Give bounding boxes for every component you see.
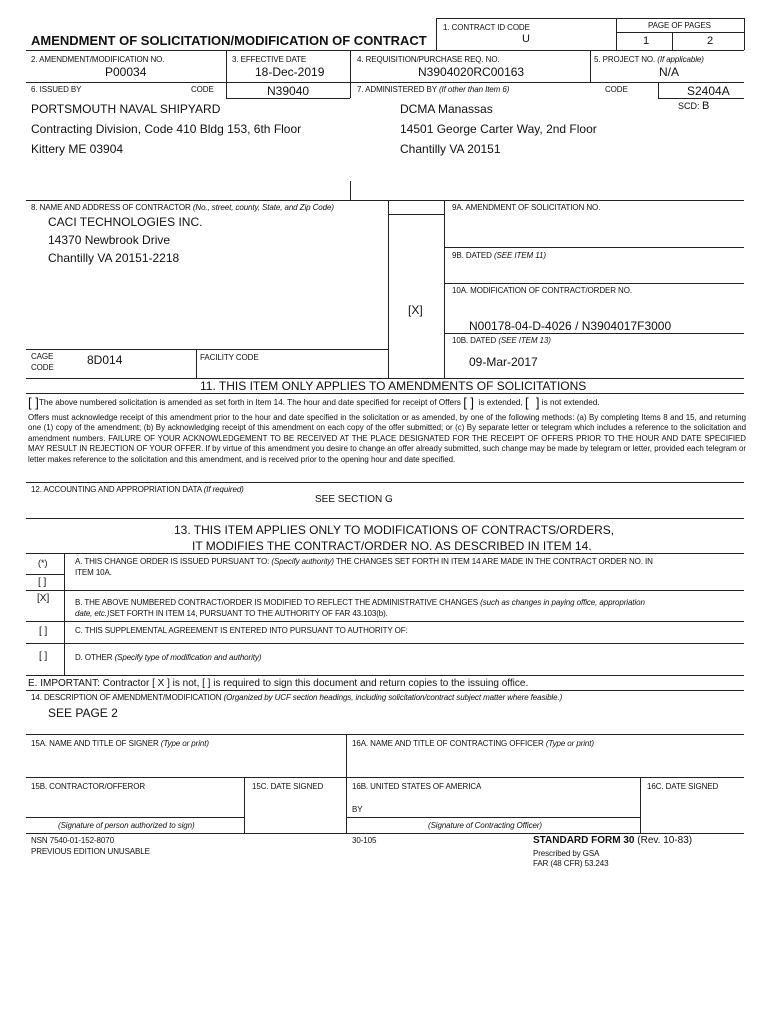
effective-date-label: 3. EFFECTIVE DATE: [232, 55, 307, 64]
modification-contract-value: N00178-04-D-4026 / N3904017F3000: [469, 319, 672, 333]
contractor-street: 14370 Newbrook Drive: [48, 233, 171, 247]
modification-contract-label: 10A. MODIFICATION OF CONTRACT/ORDER NO.: [452, 286, 632, 295]
page-number: 1: [643, 35, 650, 47]
rule: [26, 643, 744, 644]
amendment-no-label: 2. AMENDMENT/MODIFICATION NO.: [31, 55, 165, 64]
item13-heading-line2: IT MODIFIES THE CONTRACT/ORDER NO. AS DESCRIBED IN ITEM 14.: [192, 539, 592, 553]
officer-signature-caption: (Signature of Contracting Officer): [428, 821, 542, 830]
rule: [444, 200, 445, 378]
project-no-label: 5. PROJECT NO. (If applicable): [594, 55, 704, 64]
contract-id-label: 1. CONTRACT ID CODE: [443, 23, 530, 32]
nsn: NSN 7540-01-152-8070: [31, 836, 114, 845]
accounting-value: SEE SECTION G: [315, 494, 393, 505]
amendment-no-value: P00034: [105, 65, 147, 79]
item11-line1: [ ]The above numbered solicitation is amended as set forth in Item 14. The hour and date specified for receipt of Offers [ ] is extended, [ ] is not extended.: [28, 395, 600, 410]
issuer-city: Kittery ME 03904: [31, 142, 124, 156]
offers-extended-checkbox[interactable]: [ ]: [463, 395, 475, 410]
issued-code-label: CODE: [191, 85, 214, 94]
dated-9b-label: 9B. DATED (SEE ITEM 11): [452, 251, 546, 260]
rule: [26, 675, 744, 676]
rule: [672, 32, 673, 50]
contractor-offeror-label: 15B. CONTRACTOR/OFFEROR: [31, 782, 146, 791]
rule: [26, 200, 744, 201]
requisition-label: 4. REQUISITION/PURCHASE REQ. NO.: [357, 55, 500, 64]
page-of-pages-label: PAGE OF PAGES: [648, 21, 711, 30]
change-order-text-line2: ITEM 10A.: [75, 568, 112, 577]
rule: [26, 50, 744, 51]
contractor-signature-caption: (Signature of person authorized to sign): [58, 821, 195, 830]
rule: [346, 734, 347, 834]
requisition-value: N3904020RC00163: [418, 65, 525, 79]
far-reference: FAR (48 CFR) 53.243: [533, 859, 609, 868]
rule: [444, 283, 744, 284]
change-order-text: A. THIS CHANGE ORDER IS ISSUED PURSUANT TO: (Specify authority) THE CHANGES SET FORTH IN ITEM 14 ARE MADE IN THE CONTRACT ORDER NO. IN: [75, 557, 653, 566]
standard-form-label: STANDARD FORM 30 (Rev. 10-83): [533, 835, 693, 846]
contractor-date-label: 15C. DATE SIGNED: [252, 782, 324, 791]
contract-id-value: U: [522, 33, 530, 45]
officer-signature-line[interactable]: [346, 817, 640, 818]
rule: [26, 482, 744, 483]
admin-address: 14501 George Carter Way, 2nd Floor: [400, 122, 597, 136]
rule: [26, 553, 744, 554]
rule: [26, 393, 744, 394]
admin-changes-checkbox[interactable]: [X]: [37, 593, 50, 604]
offers-not-extended-checkbox[interactable]: [ ]: [525, 395, 540, 410]
contractor-signature-line[interactable]: [26, 817, 244, 818]
admin-code-value: S2404A: [687, 84, 730, 98]
rule: [658, 98, 744, 99]
cage-label: CAGE: [31, 352, 54, 361]
other-modification-checkbox[interactable]: [ ]: [39, 651, 48, 662]
rule: [26, 82, 744, 83]
by-label: BY: [352, 805, 363, 814]
rule: [350, 50, 351, 98]
rule: [388, 214, 444, 215]
rule: [244, 777, 245, 834]
description-value: SEE PAGE 2: [48, 706, 118, 720]
rule: [226, 82, 227, 98]
item10-checkbox[interactable]: [X]: [408, 303, 423, 317]
rule: [26, 621, 744, 622]
item13-column-header: (*): [38, 558, 48, 568]
rule: [26, 833, 744, 834]
rule: [388, 200, 389, 378]
project-no-value: N/A: [659, 65, 680, 79]
dated-10b-value: 09-Mar-2017: [469, 355, 538, 369]
amendment-solicitation-label: 9A. AMENDMENT OF SOLICITATION NO.: [452, 203, 601, 212]
rule: [64, 553, 65, 675]
prescribed-by: Prescribed by GSA: [533, 849, 600, 858]
supplemental-agreement-text: C. THIS SUPPLEMENTAL AGREEMENT IS ENTERED INTO PURSUANT TO AUTHORITY OF:: [75, 626, 408, 635]
admin-name: DCMA Manassas: [400, 102, 493, 116]
other-modification-text: D. OTHER (Specify type of modification and authority): [75, 653, 262, 662]
effective-date-value: 18-Dec-2019: [255, 65, 325, 79]
contractor-name: CACI TECHNOLOGIES INC.: [48, 215, 203, 229]
rule: [26, 590, 744, 591]
accounting-label: 12. ACCOUNTING AND APPROPRIATION DATA (If required): [31, 485, 244, 494]
cage-label-line2: CODE: [31, 363, 54, 372]
officer-date-label: 16C. DATE SIGNED: [647, 782, 719, 791]
rule: [26, 734, 744, 735]
rule: [436, 18, 744, 19]
rule: [444, 333, 744, 334]
form-title: AMENDMENT OF SOLICITATION/MODIFICATION OF CONTRACT: [31, 33, 427, 48]
admin-code-label: CODE: [605, 85, 628, 94]
description-label: 14. DESCRIPTION OF AMENDMENT/MODIFICATION (Organized by UCF section headings, including solicitation/contract subject matter where feasible.): [31, 693, 563, 702]
previous-edition: PREVIOUS EDITION UNUSABLE: [31, 847, 150, 856]
rule: [26, 777, 744, 778]
admin-changes-text-line2: date, etc.)SET FORTH IN ITEM 14, PURSUANT TO THE AUTHORITY OF FAR 43.103(b).: [75, 609, 388, 618]
rule: [26, 574, 64, 575]
contractor-label: 8. NAME AND ADDRESS OF CONTRACTOR (No., street, county, State, and Zip Code): [31, 203, 334, 212]
cage-code-value: 8D014: [87, 353, 123, 367]
officer-name-label: 16A. NAME AND TITLE OF CONTRACTING OFFICER (Type or print): [352, 739, 594, 748]
rule: [744, 18, 745, 50]
rule: [26, 518, 744, 519]
rule: [226, 50, 227, 82]
issued-by-label: 6. ISSUED BY: [31, 85, 82, 94]
item13-heading: 13. THIS ITEM APPLIES ONLY TO MODIFICATIONS OF CONTRACTS/ORDERS,: [174, 523, 615, 537]
rule: [444, 247, 744, 248]
rule: [436, 18, 437, 50]
issuer-name: PORTSMOUTH NAVAL SHIPYARD: [31, 102, 221, 116]
usa-label: 16B. UNITED STATES OF AMERICA: [352, 782, 482, 791]
rule: [658, 82, 659, 98]
page-count: 2: [707, 35, 714, 47]
rule: [616, 18, 617, 50]
change-order-checkbox[interactable]: [ ]: [38, 577, 47, 588]
admin-changes-text: B. THE ABOVE NUMBERED CONTRACT/ORDER IS MODIFIED TO REFLECT THE ADMINISTRATIVE CHANGES (such as changes in paying office, appropriation: [75, 598, 645, 607]
rule: [616, 32, 744, 33]
item11-heading: 11. THIS ITEM ONLY APPLIES TO AMENDMENTS OF SOLICITATIONS: [200, 379, 587, 393]
issued-code-value: N39040: [267, 84, 310, 98]
rule: [226, 98, 350, 99]
scd: SCD: B: [678, 100, 710, 112]
dated-10b-label: 10B. DATED (SEE ITEM 13): [452, 336, 551, 345]
rule: [590, 50, 591, 82]
important-signature-notice: E. IMPORTANT: Contractor [ X ] is not, [ ] is required to sign this document and return copies to the issuing office.: [28, 678, 529, 689]
facility-code-label: FACILITY CODE: [200, 353, 259, 362]
contractor-city: Chantilly VA 20151-2218: [48, 251, 180, 265]
rule: [26, 690, 744, 691]
extended-checkbox-open[interactable]: [ ]: [28, 395, 39, 410]
issuer-address: Contracting Division, Code 410 Bldg 153, 6th Floor: [31, 122, 302, 136]
signer-name-label: 15A. NAME AND TITLE OF SIGNER (Type or print): [31, 739, 209, 748]
rule: [640, 777, 641, 834]
rule: [196, 349, 197, 378]
rule: [350, 181, 351, 200]
rule: [26, 349, 388, 350]
administered-by-label: 7. ADMINISTERED BY (If other than Item 6): [357, 85, 510, 94]
item11-instructions: Offers must acknowledge receipt of this amendment prior to the hour and date specified in the solicitation or as amended, by one of the following methods: (a) By completing Items 8 and 15, and returning one (1) copy of the amendment; (b) By acknowledging receipt of this amendment on each copy of the offer submitted; or (c) By separate letter or telegram which includes a reference to the solicitation and amendment numbers. FAILURE OF YOUR ACKNOWLEDGEMENT TO BE RECEIVED AT THE PLACE DESIGNATED FOR THE RECEIPT OF OFFERS PRIOR TO THE HOUR AND DATE SPECIFIED MAY RESULT IN REJECTION OF YOUR OFFER. If by virtue of this amendment you desire to change an offer already submitted, such change may be made by telegram or letter, provided each telegram or letter makes reference to the solicitation and this amendment, and is received prior to the opening hour and date specified.: [28, 413, 746, 464]
admin-city: Chantilly VA 20151: [400, 142, 501, 156]
supplemental-agreement-checkbox[interactable]: [ ]: [39, 626, 48, 637]
form-code: 30-105: [352, 836, 377, 845]
